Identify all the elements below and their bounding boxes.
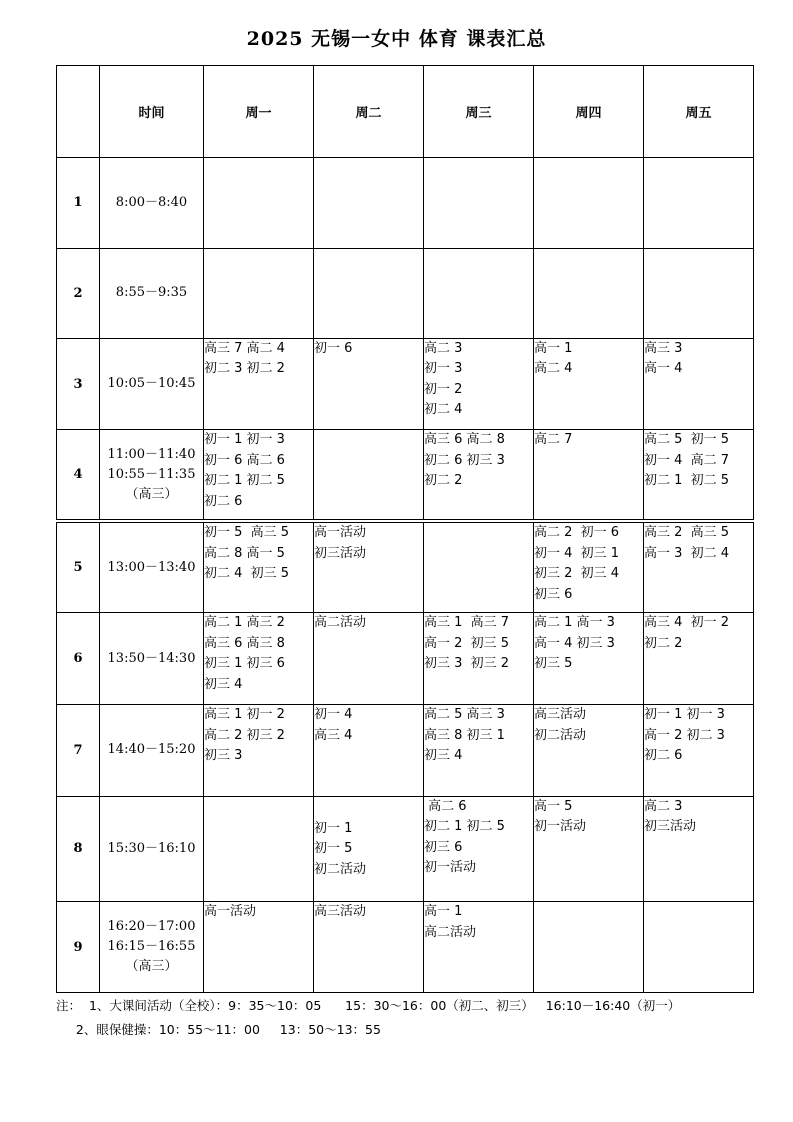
schedule-cell-wed <box>424 796 534 902</box>
period-number: 9 <box>57 902 100 993</box>
class-entry: 初二 4 初三 5 <box>204 566 290 582</box>
schedule-cell-thu <box>534 796 644 902</box>
schedule-cell-mon <box>204 430 314 522</box>
class-entry: 初三 2 初三 4 <box>534 566 620 582</box>
schedule-cell-mon <box>204 902 314 993</box>
class-entry: 初二活动 <box>534 727 587 743</box>
class-entry: 高三 2 高三 5 <box>644 525 730 541</box>
class-entry: 高三活动 <box>314 904 367 920</box>
schedule-cell-mon <box>204 705 314 797</box>
class-entry: 高三 4 初一 2 <box>644 615 730 631</box>
class-entry: 初一 4 高二 7 <box>644 452 730 468</box>
schedule-cell-wed <box>424 705 534 797</box>
class-entry: 高一 1 <box>534 340 573 356</box>
footnote-1: 注： 1、大课间活动（全校）：9：35～10：05 15：30～16：00（初二、初三） 16:10－16:40（初一） <box>56 998 681 1013</box>
period-time <box>100 521 204 613</box>
class-entry: 初一 2 <box>424 381 463 397</box>
class-entry: 初二 6 初三 3 <box>424 452 505 468</box>
class-entry: 初一 4 <box>314 707 353 723</box>
class-entry: 高二 1 高一 3 <box>534 615 615 631</box>
class-entry: 高一 4 <box>644 361 683 377</box>
period-number: 7 <box>57 705 100 797</box>
time-line: 10:55－11:35 <box>107 466 196 482</box>
class-entry: 高三活动 <box>534 707 587 723</box>
period-row <box>57 338 754 430</box>
class-entry: 初二 1 初二 5 <box>424 819 505 835</box>
schedule-table <box>56 65 754 993</box>
period-time <box>100 902 204 993</box>
schedule-cell-wed <box>424 249 534 339</box>
time-line: 11:00－11:40 <box>107 446 196 462</box>
page-title: 2025 无锡一女中 体育 课表汇总 <box>246 28 547 50</box>
class-entry: 高一 5 <box>534 798 573 814</box>
period-number: 8 <box>57 796 100 902</box>
class-entry: 高二 5 高三 3 <box>424 707 505 723</box>
class-entry: 初三 6 <box>424 839 463 855</box>
class-entry: 高二 3 <box>424 340 463 356</box>
header-corner <box>57 66 100 158</box>
class-entry: 初三 3 初三 2 <box>424 656 510 672</box>
class-entry: 高二 7 <box>534 432 573 448</box>
schedule-cell-thu <box>534 613 644 705</box>
class-entry: 高三 6 高三 8 <box>204 635 285 651</box>
time-line: 8:00－8:40 <box>115 194 188 210</box>
class-entry: 高二活动 <box>424 924 477 940</box>
class-entry: 初二活动 <box>314 861 367 877</box>
period-row <box>57 249 754 339</box>
time-line: 16:20－17:00 <box>107 919 196 935</box>
schedule-cell-mon <box>204 796 314 902</box>
period-number: 6 <box>57 613 100 705</box>
schedule-cell-tue <box>314 521 424 613</box>
class-entry: 初一 3 <box>424 361 463 377</box>
class-entry: 初三活动 <box>314 545 367 561</box>
header-time: 时间 <box>100 66 204 158</box>
period-row <box>57 613 754 705</box>
schedule-cell-wed <box>424 338 534 430</box>
schedule-cell-mon <box>204 521 314 613</box>
schedule-cell-tue <box>314 705 424 797</box>
schedule-cell-tue <box>314 338 424 430</box>
schedule-cell-thu <box>534 521 644 613</box>
period-time <box>100 796 204 902</box>
time-line: 14:40－15:20 <box>107 742 196 758</box>
class-entry: 初一 1 <box>314 820 353 836</box>
schedule-cell-thu <box>534 430 644 522</box>
class-entry: 高三 4 <box>314 727 353 743</box>
class-entry: 初三 4 <box>204 676 243 692</box>
class-entry: 初二 6 <box>204 493 243 509</box>
table-header-row <box>57 66 754 158</box>
schedule-cell-wed <box>424 521 534 613</box>
class-entry: 高二 2 初三 2 <box>204 727 285 743</box>
period-row <box>57 521 754 613</box>
header-day-wed: 周三 <box>424 66 534 158</box>
period-time <box>100 249 204 339</box>
class-entry: 初一 4 初三 1 <box>534 545 620 561</box>
period-number: 2 <box>57 249 100 339</box>
class-entry: 高三 6 高二 8 <box>424 432 505 448</box>
time-line: （高三） <box>125 486 178 502</box>
period-row <box>57 796 754 902</box>
period-number: 5 <box>57 521 100 613</box>
schedule-cell-thu <box>534 249 644 339</box>
class-entry: 初二 6 <box>644 748 683 764</box>
class-entry: 初一活动 <box>424 860 477 876</box>
period-number: 4 <box>57 430 100 522</box>
class-entry: 初三 3 <box>204 748 243 764</box>
header-day-fri: 周五 <box>644 66 754 158</box>
period-time <box>100 157 204 249</box>
class-entry: 高二 8 高一 5 <box>204 545 285 561</box>
class-entry: 高二活动 <box>314 615 367 631</box>
period-row <box>57 157 754 249</box>
header-day-tue: 周二 <box>314 66 424 158</box>
schedule-cell-tue <box>314 796 424 902</box>
class-entry: 初二 2 <box>644 635 683 651</box>
period-time <box>100 430 204 522</box>
class-entry: 高二 2 初一 6 <box>534 525 620 541</box>
schedule-cell-thu <box>534 338 644 430</box>
class-entry: 初三 1 初三 6 <box>204 656 285 672</box>
schedule-cell-tue <box>314 613 424 705</box>
class-entry: 初一 1 初一 3 <box>644 707 725 723</box>
schedule-cell-fri <box>644 430 754 522</box>
time-line: 8:55－9:35 <box>115 285 188 301</box>
period-time <box>100 705 204 797</box>
class-entry: 高二 3 <box>644 798 683 814</box>
schedule-cell-mon <box>204 157 314 249</box>
schedule-cell-wed <box>424 613 534 705</box>
class-entry: 高三 1 高三 7 <box>424 615 510 631</box>
schedule-cell-fri <box>644 613 754 705</box>
class-entry: 高二 1 高三 2 <box>204 615 285 631</box>
class-entry: 初三 6 <box>534 586 573 602</box>
class-entry: 高一活动 <box>204 904 257 920</box>
class-entry: 初一 1 初一 3 <box>204 432 285 448</box>
schedule-cell-thu <box>534 157 644 249</box>
class-entry: 高一 2 初二 3 <box>644 727 725 743</box>
schedule-cell-wed <box>424 902 534 993</box>
schedule-cell-thu <box>534 705 644 797</box>
header-day-mon: 周一 <box>204 66 314 158</box>
class-entry: 初二 1 初二 5 <box>204 473 285 489</box>
class-entry: 初三 4 <box>424 748 463 764</box>
period-row <box>57 902 754 993</box>
time-line: 13:00－13:40 <box>107 559 196 575</box>
class-entry: 高二 6 <box>424 798 467 814</box>
class-entry: 初二 3 初二 2 <box>204 361 285 377</box>
header-day-thu: 周四 <box>534 66 644 158</box>
class-entry: 高一 4 初三 3 <box>534 635 615 651</box>
period-time <box>100 338 204 430</box>
class-entry: 高一 1 <box>424 904 463 920</box>
schedule-cell-fri <box>644 338 754 430</box>
schedule-cell-tue <box>314 157 424 249</box>
class-entry: 初一 6 高二 6 <box>204 452 285 468</box>
class-entry: 初一 5 <box>314 841 353 857</box>
schedule-cell-mon <box>204 613 314 705</box>
time-line: 16:15－16:55 <box>107 939 196 955</box>
schedule-cell-fri <box>644 521 754 613</box>
class-entry: 初一 5 高三 5 <box>204 525 290 541</box>
schedule-cell-fri <box>644 796 754 902</box>
class-entry: 初二 4 <box>424 402 463 418</box>
class-entry: 初二 1 初二 5 <box>644 473 730 489</box>
class-entry: 高三 8 初三 1 <box>424 727 505 743</box>
class-entry: 初三活动 <box>644 819 697 835</box>
schedule-cell-fri <box>644 249 754 339</box>
schedule-cell-tue <box>314 902 424 993</box>
schedule-cell-fri <box>644 902 754 993</box>
time-line: （高三） <box>125 959 178 975</box>
class-entry: 高二 4 <box>534 361 573 377</box>
schedule-cell-wed <box>424 157 534 249</box>
period-time <box>100 613 204 705</box>
period-number: 1 <box>57 157 100 249</box>
schedule-cell-wed <box>424 430 534 522</box>
time-line: 15:30－16:10 <box>107 840 196 856</box>
schedule-cell-fri <box>644 157 754 249</box>
class-entry: 初三 5 <box>534 656 573 672</box>
period-row <box>57 705 754 797</box>
schedule-cell-tue <box>314 249 424 339</box>
schedule-cell-fri <box>644 705 754 797</box>
class-entry: 高三 1 初一 2 <box>204 707 285 723</box>
period-row <box>57 430 754 522</box>
class-entry: 高一 2 初三 5 <box>424 635 510 651</box>
class-entry: 高三 7 高二 4 <box>204 340 285 356</box>
schedule-cell-mon <box>204 249 314 339</box>
class-entry: 初一活动 <box>534 819 587 835</box>
schedule-cell-mon <box>204 338 314 430</box>
footnotes <box>56 994 680 1042</box>
period-number: 3 <box>57 338 100 430</box>
class-entry: 初一 6 <box>314 340 353 356</box>
class-entry: 高三 3 <box>644 340 683 356</box>
class-entry: 高一活动 <box>314 525 367 541</box>
class-entry: 初二 2 <box>424 473 463 489</box>
time-line: 10:05－10:45 <box>107 376 196 392</box>
class-entry: 高一 3 初二 4 <box>644 545 730 561</box>
schedule-cell-thu <box>534 902 644 993</box>
time-line: 13:50－14:30 <box>107 650 196 666</box>
class-entry: 高二 5 初一 5 <box>644 432 730 448</box>
schedule-cell-tue <box>314 430 424 522</box>
footnote-2: 2、眼保健操：10：55～11：00 13：50～13：55 <box>56 1022 381 1037</box>
